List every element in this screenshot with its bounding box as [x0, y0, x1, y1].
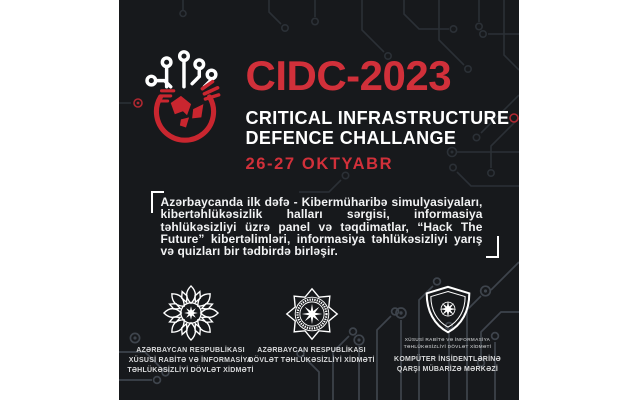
- org3-caption-line: KOMPÜTER İNSİDENTLƏRİNƏ: [394, 356, 501, 364]
- org-special-communication-service: [121, 284, 261, 375]
- event-poster: [119, 0, 519, 400]
- org-state-security-service: [242, 286, 382, 366]
- quote-bracket-bottom-right: [486, 236, 499, 258]
- shield-star-emblem-icon: [420, 285, 476, 335]
- org3-parent-caption-line: XÜSUSİ RABİTƏ VƏ İNFORMASİYA: [404, 338, 491, 343]
- event-dates: 26-27 OKTYABR: [245, 155, 394, 173]
- event-subtitle: [245, 108, 510, 148]
- eight-point-star-emblem-icon: [284, 286, 340, 342]
- globe-circuit-logo-icon: [139, 50, 231, 150]
- org1-caption-line: AZƏRBAYCAN RESPUBLİKASI: [136, 347, 245, 354]
- org1-caption-line: XÜSUSİ RABİTƏ VƏ İNFORMASİYA: [128, 356, 253, 364]
- eight-petal-star-emblem-icon: [162, 284, 220, 342]
- event-title: CIDC-2023: [245, 52, 452, 99]
- org2-caption-line: AZƏRBAYCAN RESPUBLİKASI: [257, 347, 366, 354]
- event-description: Azərbaycanda ilk dəfə - Kibermüharibə simulyasiyaları, kibertəhlükəsizlik halları sərgisi, informasiya təhlükəsizliyi üzrə panel və təqdimatlar, “Hack The Future” kibertəlimləri, informasiya təhlükəsizliyi yarış və quizları bir tədbirdə birləşir.: [160, 195, 483, 259]
- org3-parent-caption-line: TƏHLÜKƏSİZLİYİ DÖVLƏT XİDMƏTİ: [403, 344, 492, 350]
- subtitle-line-2: DEFENCE CHALLANGE: [245, 127, 457, 148]
- org-cert-center: [377, 285, 519, 375]
- headline-block: [245, 52, 510, 174]
- subtitle-line-1: CRITICAL INFRASTRUCTURE: [245, 108, 510, 128]
- org3-caption-line: QARŞI MÜBARİZƏ MƏRKƏZİ: [396, 365, 499, 373]
- org1-caption-line: TƏHLÜKƏSİZLİYİ DÖVLƏT XİDMƏTİ: [127, 366, 254, 374]
- org2-caption-line: DÖVLƏT TƏHLÜKƏSİZLİYİ XİDMƏTİ: [248, 356, 375, 364]
